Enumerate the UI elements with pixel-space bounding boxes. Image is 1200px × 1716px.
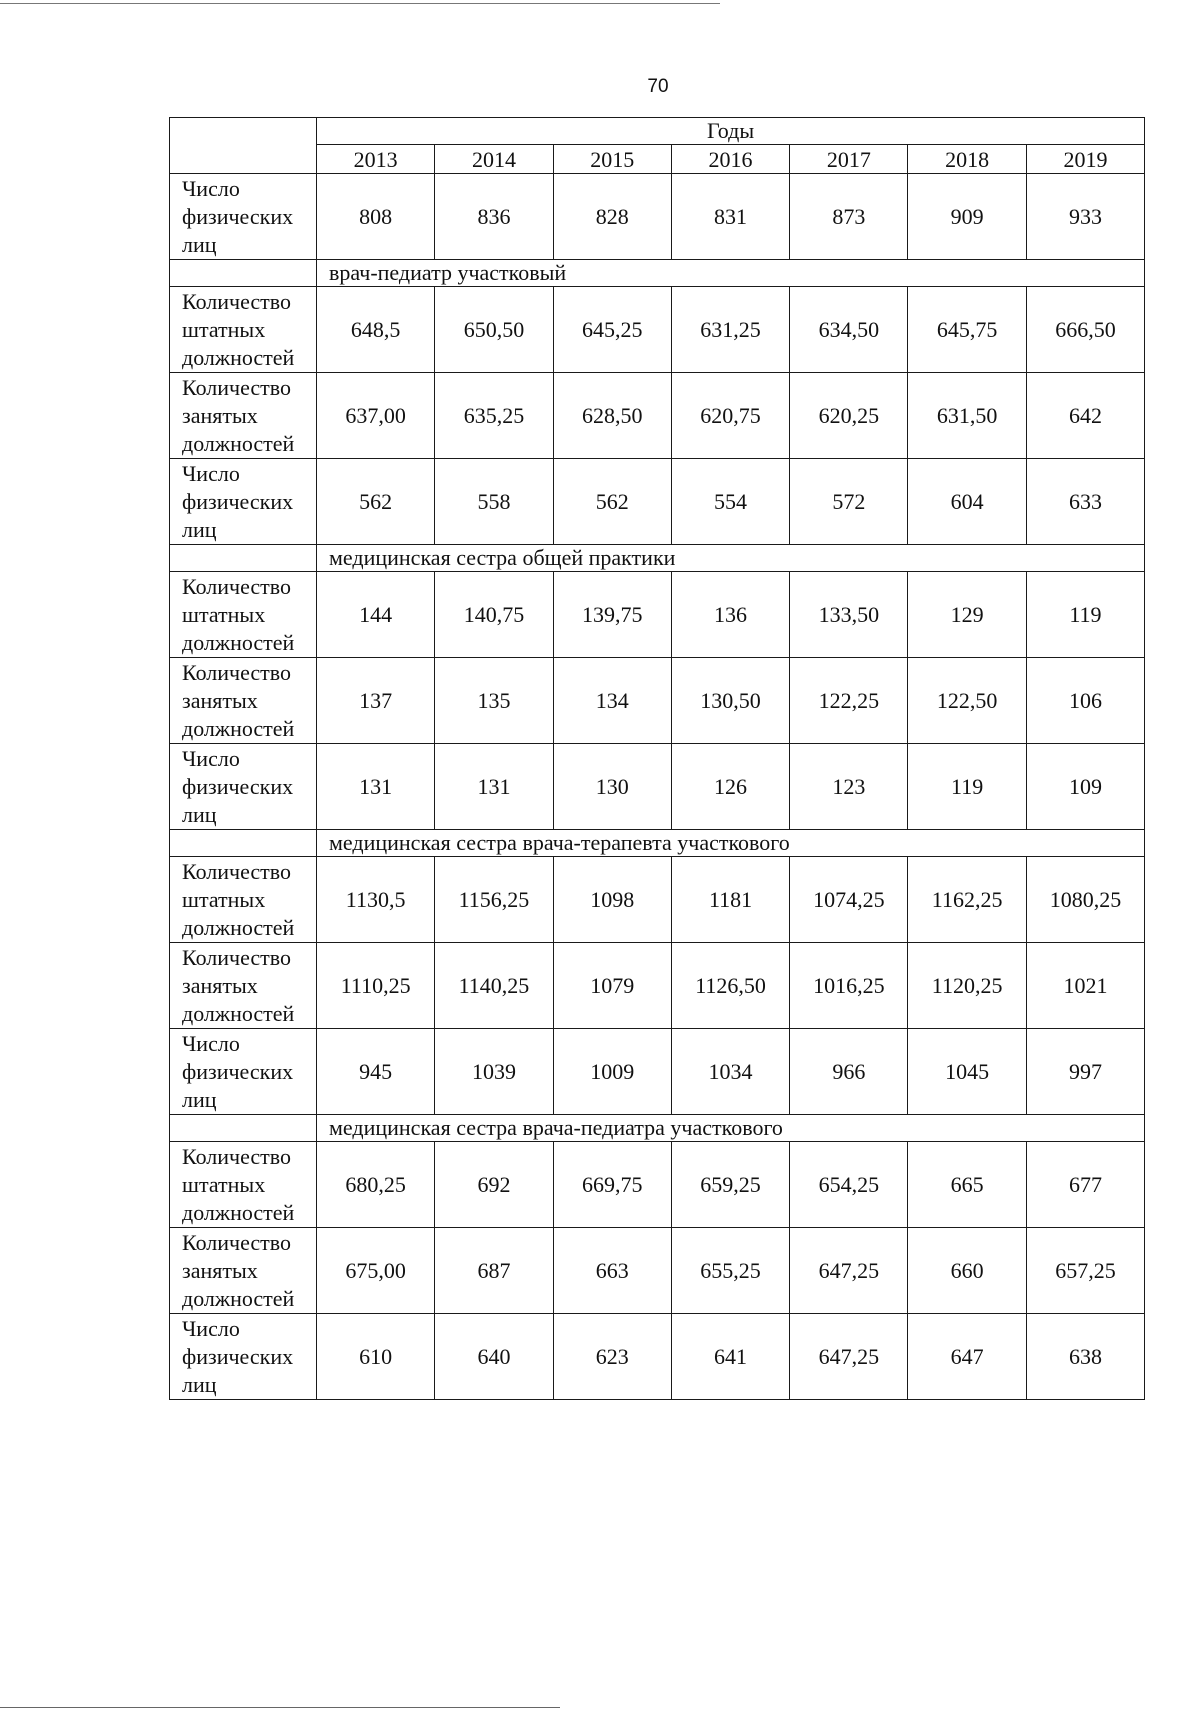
table-row — [170, 1314, 1145, 1400]
row-label-line: лиц — [182, 802, 217, 827]
years-row — [170, 145, 1145, 174]
row-label-line: Количество — [182, 1230, 292, 1255]
table-cell: 635,25 — [435, 373, 553, 459]
table-cell: 642 — [1026, 373, 1144, 459]
table-cell: 655,25 — [671, 1228, 789, 1314]
table-cell: 831 — [671, 174, 789, 260]
row-label-line: Число — [182, 461, 240, 486]
year-header: 2018 — [908, 145, 1026, 174]
row-label-line: физических — [182, 204, 294, 229]
year-header: 2019 — [1026, 145, 1144, 174]
table-cell: 620,75 — [671, 373, 789, 459]
table-cell: 1016,25 — [790, 943, 908, 1029]
row-label-line: Число — [182, 746, 240, 771]
section-label-cell — [170, 545, 317, 572]
table-cell: 1140,25 — [435, 943, 553, 1029]
table-body — [170, 118, 1145, 1400]
table-cell: 659,25 — [671, 1142, 789, 1228]
row-label-line: должностей — [182, 1001, 295, 1026]
table-cell: 650,50 — [435, 287, 553, 373]
table-cell: 144 — [317, 572, 435, 658]
row-label-line: занятых — [182, 973, 258, 998]
table-row — [170, 174, 1145, 260]
row-label-line: штатных — [182, 602, 266, 627]
row-label-line: должностей — [182, 716, 295, 741]
table-cell: 675,00 — [317, 1228, 435, 1314]
table-cell: 638 — [1026, 1314, 1144, 1400]
table-row — [170, 373, 1145, 459]
table-cell: 133,50 — [790, 572, 908, 658]
table-cell: 131 — [317, 744, 435, 830]
table-cell: 1079 — [553, 943, 671, 1029]
table-cell: 647,25 — [790, 1228, 908, 1314]
corner-cell — [170, 118, 317, 174]
table-cell: 139,75 — [553, 572, 671, 658]
section-title: врач-педиатр участковый — [317, 260, 1145, 287]
top-scan-rule — [0, 3, 720, 4]
years-title-row — [170, 118, 1145, 145]
section-title-row — [170, 260, 1145, 287]
table-cell: 677 — [1026, 1142, 1144, 1228]
table-cell: 1009 — [553, 1029, 671, 1115]
row-label-line: Число — [182, 176, 240, 201]
table-cell: 654,25 — [790, 1142, 908, 1228]
table-cell: 631,25 — [671, 287, 789, 373]
row-label-line: Количество — [182, 1144, 292, 1169]
table-cell: 1130,5 — [317, 857, 435, 943]
row-label — [170, 459, 317, 545]
row-label-line: Количество — [182, 660, 292, 685]
table-cell: 140,75 — [435, 572, 553, 658]
row-label-line: должностей — [182, 345, 295, 370]
table-cell: 648,5 — [317, 287, 435, 373]
table-cell: 647 — [908, 1314, 1026, 1400]
table-cell: 692 — [435, 1142, 553, 1228]
table-cell: 604 — [908, 459, 1026, 545]
row-label-line: Количество — [182, 945, 292, 970]
table-cell: 1080,25 — [1026, 857, 1144, 943]
year-header: 2016 — [671, 145, 789, 174]
table-cell: 945 — [317, 1029, 435, 1115]
table-cell: 687 — [435, 1228, 553, 1314]
table-cell: 645,25 — [553, 287, 671, 373]
table-row — [170, 1142, 1145, 1228]
table-cell: 669,75 — [553, 1142, 671, 1228]
row-label-line: физических — [182, 489, 294, 514]
table-row — [170, 572, 1145, 658]
row-label — [170, 857, 317, 943]
table-cell: 873 — [790, 174, 908, 260]
table-cell: 1021 — [1026, 943, 1144, 1029]
table-cell: 131 — [435, 744, 553, 830]
row-label-line: физических — [182, 1344, 294, 1369]
year-header: 2015 — [553, 145, 671, 174]
table-row — [170, 943, 1145, 1029]
table-cell: 1110,25 — [317, 943, 435, 1029]
row-label-line: должностей — [182, 630, 295, 655]
table-cell: 647,25 — [790, 1314, 908, 1400]
row-label-line: лиц — [182, 1087, 217, 1112]
table-cell: 130 — [553, 744, 671, 830]
row-label-line: лиц — [182, 232, 217, 257]
years-header: Годы — [317, 118, 1145, 145]
table-cell: 909 — [908, 174, 1026, 260]
row-label-line: физических — [182, 1059, 294, 1084]
row-label — [170, 943, 317, 1029]
table-cell: 119 — [908, 744, 1026, 830]
row-label — [170, 373, 317, 459]
table-cell: 123 — [790, 744, 908, 830]
table-cell: 1120,25 — [908, 943, 1026, 1029]
table-cell: 620,25 — [790, 373, 908, 459]
row-label — [170, 744, 317, 830]
row-label-line: лиц — [182, 1372, 217, 1397]
row-label-line: должностей — [182, 915, 295, 940]
section-title-row — [170, 545, 1145, 572]
row-label — [170, 1314, 317, 1400]
staffing-table — [169, 117, 1145, 1400]
row-label — [170, 174, 317, 260]
row-label-line: Количество — [182, 289, 292, 314]
section-title-row — [170, 830, 1145, 857]
row-label — [170, 572, 317, 658]
section-label-cell — [170, 1115, 317, 1142]
row-label-line: штатных — [182, 887, 266, 912]
table-row — [170, 459, 1145, 545]
row-label-line: Количество — [182, 574, 292, 599]
table-cell: 572 — [790, 459, 908, 545]
table-cell: 134 — [553, 658, 671, 744]
table-cell: 135 — [435, 658, 553, 744]
row-label-line: штатных — [182, 1172, 266, 1197]
table-cell: 1181 — [671, 857, 789, 943]
row-label-line: занятых — [182, 688, 258, 713]
table-cell: 136 — [671, 572, 789, 658]
table-cell: 997 — [1026, 1029, 1144, 1115]
table-cell: 126 — [671, 744, 789, 830]
table-cell: 109 — [1026, 744, 1144, 830]
table-cell: 130,50 — [671, 658, 789, 744]
table-cell: 680,25 — [317, 1142, 435, 1228]
table-row — [170, 1228, 1145, 1314]
table-cell: 129 — [908, 572, 1026, 658]
table-cell: 1045 — [908, 1029, 1026, 1115]
row-label-line: Количество — [182, 859, 292, 884]
section-title-row — [170, 1115, 1145, 1142]
page-number: 70 — [647, 76, 669, 97]
table-cell: 657,25 — [1026, 1228, 1144, 1314]
table-row — [170, 1029, 1145, 1115]
table-cell: 645,75 — [908, 287, 1026, 373]
table-cell: 634,50 — [790, 287, 908, 373]
row-label — [170, 658, 317, 744]
table-cell: 637,00 — [317, 373, 435, 459]
table-cell: 554 — [671, 459, 789, 545]
table-cell: 1162,25 — [908, 857, 1026, 943]
row-label — [170, 1142, 317, 1228]
table-cell: 122,50 — [908, 658, 1026, 744]
row-label-line: должностей — [182, 1200, 295, 1225]
table-cell: 665 — [908, 1142, 1026, 1228]
table-cell: 562 — [553, 459, 671, 545]
row-label — [170, 1029, 317, 1115]
section-title: медицинская сестра общей практики — [317, 545, 1145, 572]
table-cell: 660 — [908, 1228, 1026, 1314]
table-cell: 558 — [435, 459, 553, 545]
year-header: 2017 — [790, 145, 908, 174]
section-label-cell — [170, 260, 317, 287]
table-cell: 628,50 — [553, 373, 671, 459]
table-cell: 1098 — [553, 857, 671, 943]
table-cell: 1126,50 — [671, 943, 789, 1029]
table-cell: 966 — [790, 1029, 908, 1115]
table-row — [170, 744, 1145, 830]
table-cell: 623 — [553, 1314, 671, 1400]
table-cell: 610 — [317, 1314, 435, 1400]
table-cell: 1034 — [671, 1029, 789, 1115]
row-label-line: должностей — [182, 431, 295, 456]
table-cell: 137 — [317, 658, 435, 744]
year-header: 2013 — [317, 145, 435, 174]
table-cell: 663 — [553, 1228, 671, 1314]
table-cell: 106 — [1026, 658, 1144, 744]
table-cell: 1074,25 — [790, 857, 908, 943]
table-row — [170, 287, 1145, 373]
table-row — [170, 857, 1145, 943]
table-cell: 633 — [1026, 459, 1144, 545]
table-row — [170, 658, 1145, 744]
table-cell: 836 — [435, 174, 553, 260]
row-label-line: штатных — [182, 317, 266, 342]
row-label-line: лиц — [182, 517, 217, 542]
row-label-line: Число — [182, 1316, 240, 1341]
row-label-line: занятых — [182, 403, 258, 428]
bottom-scan-rule — [0, 1707, 560, 1708]
table-cell: 1156,25 — [435, 857, 553, 943]
row-label-line: должностей — [182, 1286, 295, 1311]
section-title: медицинская сестра врача-педиатра участкового — [317, 1115, 1145, 1142]
table-cell: 119 — [1026, 572, 1144, 658]
section-label-cell — [170, 830, 317, 857]
table-cell: 933 — [1026, 174, 1144, 260]
table-cell: 562 — [317, 459, 435, 545]
table-cell: 666,50 — [1026, 287, 1144, 373]
table-cell: 1039 — [435, 1029, 553, 1115]
table-cell: 640 — [435, 1314, 553, 1400]
row-label-line: занятых — [182, 1258, 258, 1283]
table-cell: 641 — [671, 1314, 789, 1400]
row-label-line: физических — [182, 774, 294, 799]
row-label-line: Число — [182, 1031, 240, 1056]
row-label-line: Количество — [182, 375, 292, 400]
row-label — [170, 1228, 317, 1314]
table-cell: 122,25 — [790, 658, 908, 744]
year-header: 2014 — [435, 145, 553, 174]
section-title: медицинская сестра врача-терапевта участкового — [317, 830, 1145, 857]
table-cell: 808 — [317, 174, 435, 260]
table-cell: 828 — [553, 174, 671, 260]
row-label — [170, 287, 317, 373]
table-cell: 631,50 — [908, 373, 1026, 459]
